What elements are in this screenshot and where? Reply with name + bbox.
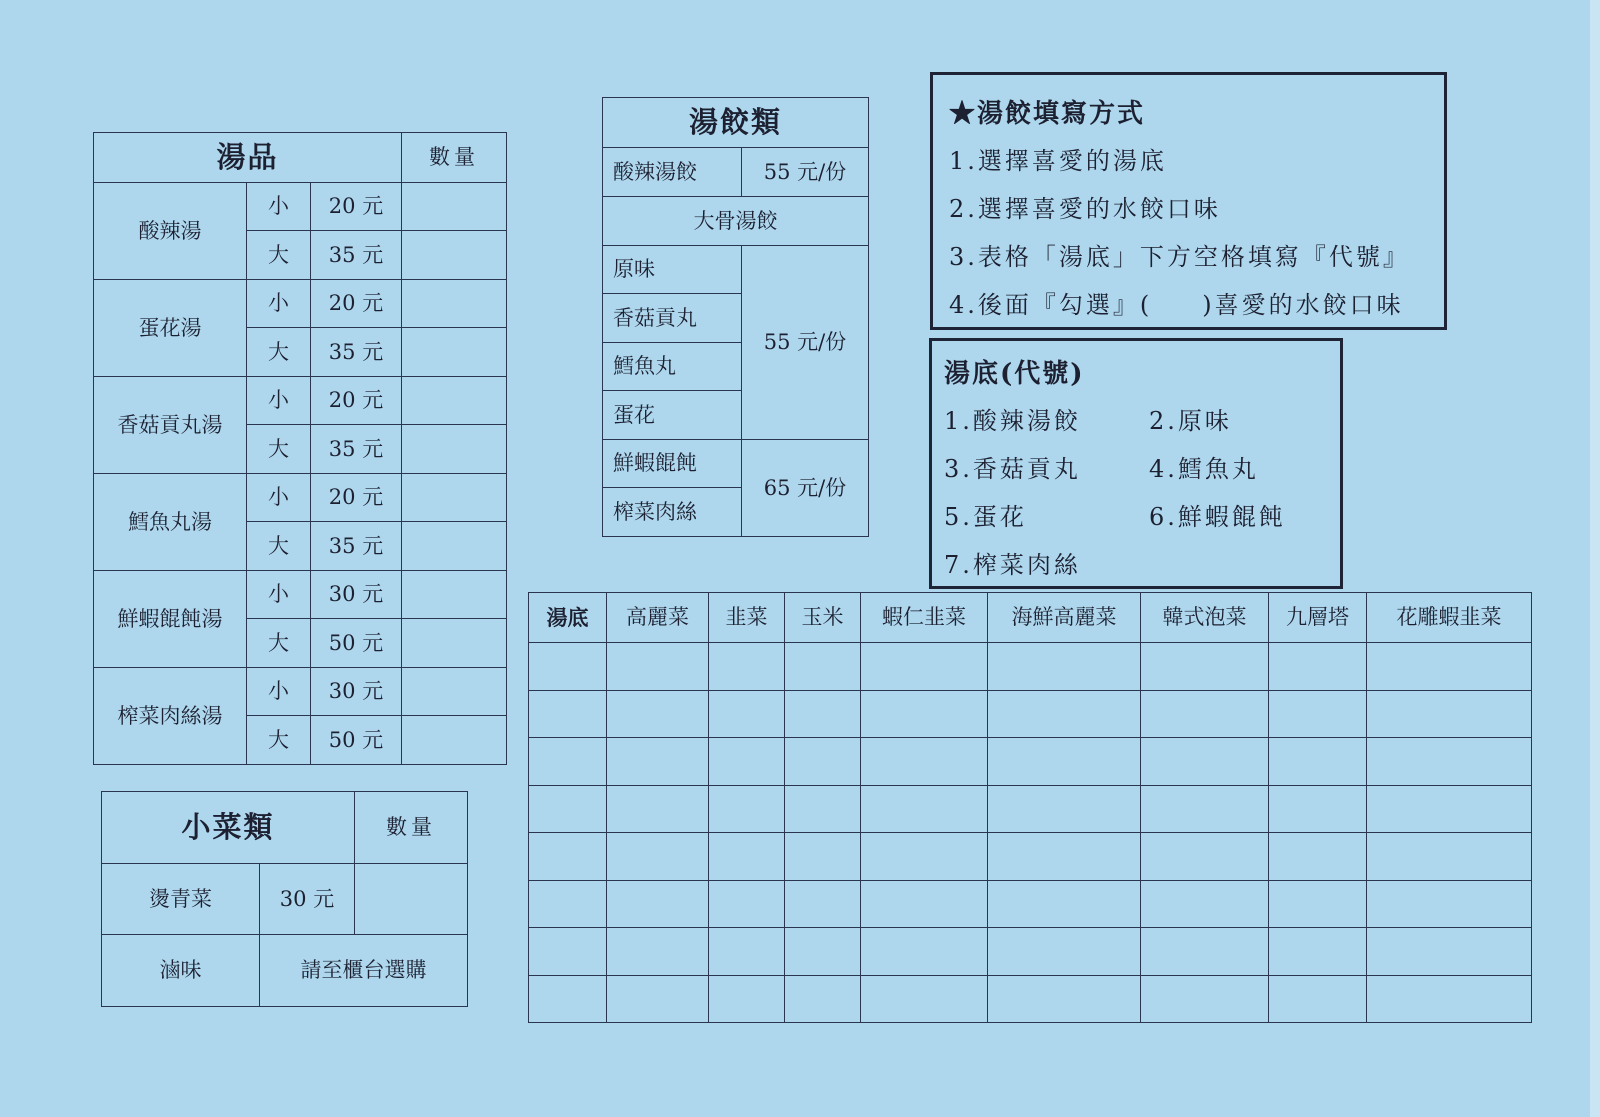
soup-qty-cell[interactable] — [402, 328, 507, 377]
side-item-qty-cell[interactable] — [355, 864, 468, 935]
side-item-name: 滷味 — [102, 935, 260, 1007]
broth-code-item: 4.鱈魚丸 — [1149, 455, 1259, 483]
flavor-check-cell[interactable] — [607, 785, 709, 833]
soup-qty-cell[interactable] — [402, 522, 507, 571]
flavor-check-cell[interactable] — [1269, 928, 1367, 976]
flavor-check-cell[interactable] — [607, 690, 709, 738]
order-row — [529, 785, 1532, 833]
flavor-check-cell[interactable] — [785, 928, 861, 976]
flavor-check-cell[interactable] — [988, 785, 1141, 833]
soup-table — [93, 132, 507, 765]
soup-price: 20 元 — [311, 377, 402, 425]
size-label: 大 — [247, 231, 311, 280]
flavor-check-cell[interactable] — [607, 738, 709, 786]
soup-name: 香菇貢丸湯 — [94, 377, 247, 474]
size-label: 小 — [247, 474, 311, 522]
soup-price: 35 元 — [311, 425, 402, 474]
flavor-check-cell[interactable] — [607, 833, 709, 881]
soup-qty-cell[interactable] — [402, 377, 507, 425]
broth-code-cell[interactable] — [529, 690, 607, 738]
soup-name: 鮮蝦餛飩湯 — [94, 571, 247, 668]
size-label: 大 — [247, 522, 311, 571]
flavor-check-cell[interactable] — [1141, 690, 1269, 738]
flavor-check-cell[interactable] — [709, 738, 785, 786]
instructions-step: 3.表格「湯底」下方空格填寫『代號』 — [949, 243, 1410, 271]
order-row — [529, 880, 1532, 928]
side-item-note: 請至櫃台選購 — [260, 935, 468, 1007]
order-row — [529, 975, 1532, 1023]
order-grid — [528, 592, 1532, 1023]
flavor-check-cell[interactable] — [1367, 690, 1532, 738]
dumpling-item: 酸辣湯餃 — [603, 148, 742, 197]
dumpling-price: 65 元/份 — [742, 440, 869, 537]
size-label: 小 — [247, 571, 311, 619]
order-row — [529, 738, 1532, 786]
sides-title: 小菜類 — [102, 792, 355, 864]
broth-code-cell[interactable] — [529, 643, 607, 691]
flavor-check-cell[interactable] — [785, 690, 861, 738]
soup-qty-cell[interactable] — [402, 716, 507, 765]
flavor-check-cell[interactable] — [785, 643, 861, 691]
size-label: 大 — [247, 328, 311, 377]
broth-code-cell[interactable] — [529, 975, 607, 1023]
grid-header-flavor: 韭菜 — [709, 593, 785, 643]
flavor-check-cell[interactable] — [1367, 833, 1532, 881]
side-item-price: 30 元 — [260, 864, 355, 935]
dumpling-bone-broth-header: 大骨湯餃 — [603, 197, 869, 246]
flavor-check-cell[interactable] — [988, 833, 1141, 881]
flavor-check-cell[interactable] — [785, 975, 861, 1023]
flavor-check-cell[interactable] — [861, 833, 988, 881]
order-row — [529, 643, 1532, 691]
flavor-check-cell[interactable] — [861, 880, 988, 928]
soup-qty-cell[interactable] — [402, 280, 507, 328]
flavor-check-cell[interactable] — [607, 928, 709, 976]
broth-code-item: 1.酸辣湯餃 — [944, 407, 1081, 435]
flavor-check-cell[interactable] — [1141, 928, 1269, 976]
flavor-check-cell[interactable] — [607, 643, 709, 691]
soup-name: 鱈魚丸湯 — [94, 474, 247, 571]
flavor-check-cell[interactable] — [1141, 975, 1269, 1023]
sides-table — [101, 791, 468, 1007]
flavor-check-cell[interactable] — [1141, 880, 1269, 928]
soup-price: 30 元 — [311, 571, 402, 619]
order-row — [529, 690, 1532, 738]
flavor-check-cell[interactable] — [709, 880, 785, 928]
flavor-check-cell[interactable] — [1269, 785, 1367, 833]
order-row — [529, 833, 1532, 881]
flavor-check-cell[interactable] — [709, 975, 785, 1023]
flavor-check-cell[interactable] — [861, 975, 988, 1023]
instructions-title: ★湯餃填寫方式 — [949, 99, 1146, 129]
broth-code-cell[interactable] — [529, 880, 607, 928]
dumpling-table — [602, 97, 869, 537]
soup-name: 酸辣湯 — [94, 183, 247, 280]
flavor-check-cell[interactable] — [709, 928, 785, 976]
paper-edge — [1590, 0, 1600, 1117]
broth-code-cell[interactable] — [529, 738, 607, 786]
soup-price: 30 元 — [311, 668, 402, 716]
instructions-step-part: 4.後面『勾選』( — [949, 291, 1153, 319]
soup-qty-cell[interactable] — [402, 425, 507, 474]
broth-code-title: 湯底(代號) — [944, 359, 1085, 389]
grid-header-flavor: 花雕蝦韭菜 — [1367, 593, 1532, 643]
soup-price: 50 元 — [311, 619, 402, 668]
flavor-check-cell[interactable] — [785, 833, 861, 881]
grid-header-flavor: 玉米 — [785, 593, 861, 643]
flavor-check-cell[interactable] — [785, 880, 861, 928]
flavor-check-cell[interactable] — [861, 738, 988, 786]
flavor-check-cell[interactable] — [1367, 738, 1532, 786]
flavor-check-cell[interactable] — [988, 738, 1141, 786]
instructions-step — [949, 285, 1444, 333]
flavor-check-cell[interactable] — [1367, 975, 1532, 1023]
grid-header-flavor: 蝦仁韭菜 — [861, 593, 988, 643]
grid-header-flavor: 海鮮高麗菜 — [988, 593, 1141, 643]
soup-qty-cell[interactable] — [402, 474, 507, 522]
soup-price: 20 元 — [311, 183, 402, 231]
soup-price: 50 元 — [311, 716, 402, 765]
instructions-step-part: )喜愛的水餃口味 — [1202, 291, 1404, 319]
flavor-check-cell[interactable] — [1269, 690, 1367, 738]
size-label: 大 — [247, 619, 311, 668]
flavor-check-cell[interactable] — [785, 738, 861, 786]
soup-qty-cell[interactable] — [402, 571, 507, 619]
sides-qty-header: 數量 — [355, 792, 468, 864]
grid-header-broth: 湯底 — [529, 593, 607, 643]
dumpling-item: 榨菜肉絲 — [603, 488, 742, 537]
flavor-check-cell[interactable] — [1367, 880, 1532, 928]
dumpling-title: 湯餃類 — [603, 98, 869, 148]
broth-code-item: 5.蛋花 — [944, 503, 1027, 531]
broth-code-cell[interactable] — [529, 785, 607, 833]
broth-code-item: 3.香菇貢丸 — [944, 455, 1081, 483]
dumpling-item: 原味 — [603, 246, 742, 294]
instructions-step: 1.選擇喜愛的湯底 — [949, 147, 1167, 175]
broth-code-item: 7.榨菜肉絲 — [944, 551, 1081, 579]
flavor-check-cell[interactable] — [988, 643, 1141, 691]
broth-code-cell[interactable] — [529, 833, 607, 881]
broth-code-cell[interactable] — [529, 928, 607, 976]
dumpling-item: 蛋花 — [603, 391, 742, 440]
flavor-check-cell[interactable] — [1269, 833, 1367, 881]
flavor-check-cell[interactable] — [1367, 785, 1532, 833]
soup-qty-cell[interactable] — [402, 619, 507, 668]
flavor-check-cell[interactable] — [1269, 643, 1367, 691]
instructions-box — [930, 72, 1447, 330]
flavor-check-cell[interactable] — [1269, 880, 1367, 928]
flavor-check-cell[interactable] — [709, 690, 785, 738]
flavor-check-cell[interactable] — [861, 690, 988, 738]
flavor-check-cell[interactable] — [607, 975, 709, 1023]
soup-name: 蛋花湯 — [94, 280, 247, 377]
flavor-check-cell[interactable] — [607, 880, 709, 928]
flavor-check-cell[interactable] — [785, 785, 861, 833]
flavor-check-cell[interactable] — [709, 833, 785, 881]
size-label: 大 — [247, 425, 311, 474]
soup-name: 榨菜肉絲湯 — [94, 668, 247, 765]
soup-price: 35 元 — [311, 522, 402, 571]
soup-qty-header: 數量 — [402, 133, 507, 183]
flavor-check-cell[interactable] — [1141, 833, 1269, 881]
flavor-check-cell[interactable] — [861, 643, 988, 691]
soup-qty-cell[interactable] — [402, 231, 507, 280]
flavor-check-cell[interactable] — [861, 785, 988, 833]
dumpling-price: 55 元/份 — [742, 148, 869, 197]
dumpling-item: 鮮蝦餛飩 — [603, 440, 742, 488]
flavor-check-cell[interactable] — [988, 690, 1141, 738]
flavor-check-cell[interactable] — [988, 975, 1141, 1023]
soup-price: 20 元 — [311, 280, 402, 328]
broth-code-box — [929, 338, 1343, 589]
flavor-check-cell[interactable] — [1367, 928, 1532, 976]
soup-price: 20 元 — [311, 474, 402, 522]
flavor-check-cell[interactable] — [988, 928, 1141, 976]
soup-price: 35 元 — [311, 328, 402, 377]
broth-code-item: 2.原味 — [1149, 407, 1232, 435]
size-label: 小 — [247, 280, 311, 328]
instructions-step: 2.選擇喜愛的水餃口味 — [949, 195, 1221, 223]
dumpling-item: 香菇貢丸 — [603, 294, 742, 343]
broth-code-item: 6.鮮蝦餛飩 — [1149, 503, 1286, 531]
grid-header-flavor: 九層塔 — [1269, 593, 1367, 643]
flavor-check-cell[interactable] — [1269, 975, 1367, 1023]
size-label: 大 — [247, 716, 311, 765]
size-label: 小 — [247, 377, 311, 425]
soup-qty-cell[interactable] — [402, 668, 507, 716]
flavor-check-cell[interactable] — [709, 643, 785, 691]
size-label: 小 — [247, 668, 311, 716]
side-item-name: 燙青菜 — [102, 864, 260, 935]
soup-qty-cell[interactable] — [402, 183, 507, 231]
grid-header-flavor: 韓式泡菜 — [1141, 593, 1269, 643]
flavor-check-cell[interactable] — [988, 880, 1141, 928]
flavor-check-cell[interactable] — [1141, 785, 1269, 833]
flavor-check-cell[interactable] — [1141, 643, 1269, 691]
size-label: 小 — [247, 183, 311, 231]
flavor-check-cell[interactable] — [1367, 643, 1532, 691]
flavor-check-cell[interactable] — [1269, 738, 1367, 786]
dumpling-item: 鱈魚丸 — [603, 343, 742, 391]
flavor-check-cell[interactable] — [1141, 738, 1269, 786]
dumpling-price: 55 元/份 — [742, 246, 869, 440]
flavor-check-cell[interactable] — [861, 928, 988, 976]
grid-header-flavor: 高麗菜 — [607, 593, 709, 643]
soup-price: 35 元 — [311, 231, 402, 280]
flavor-check-cell[interactable] — [709, 785, 785, 833]
order-row — [529, 928, 1532, 976]
soup-title: 湯品 — [94, 133, 402, 183]
